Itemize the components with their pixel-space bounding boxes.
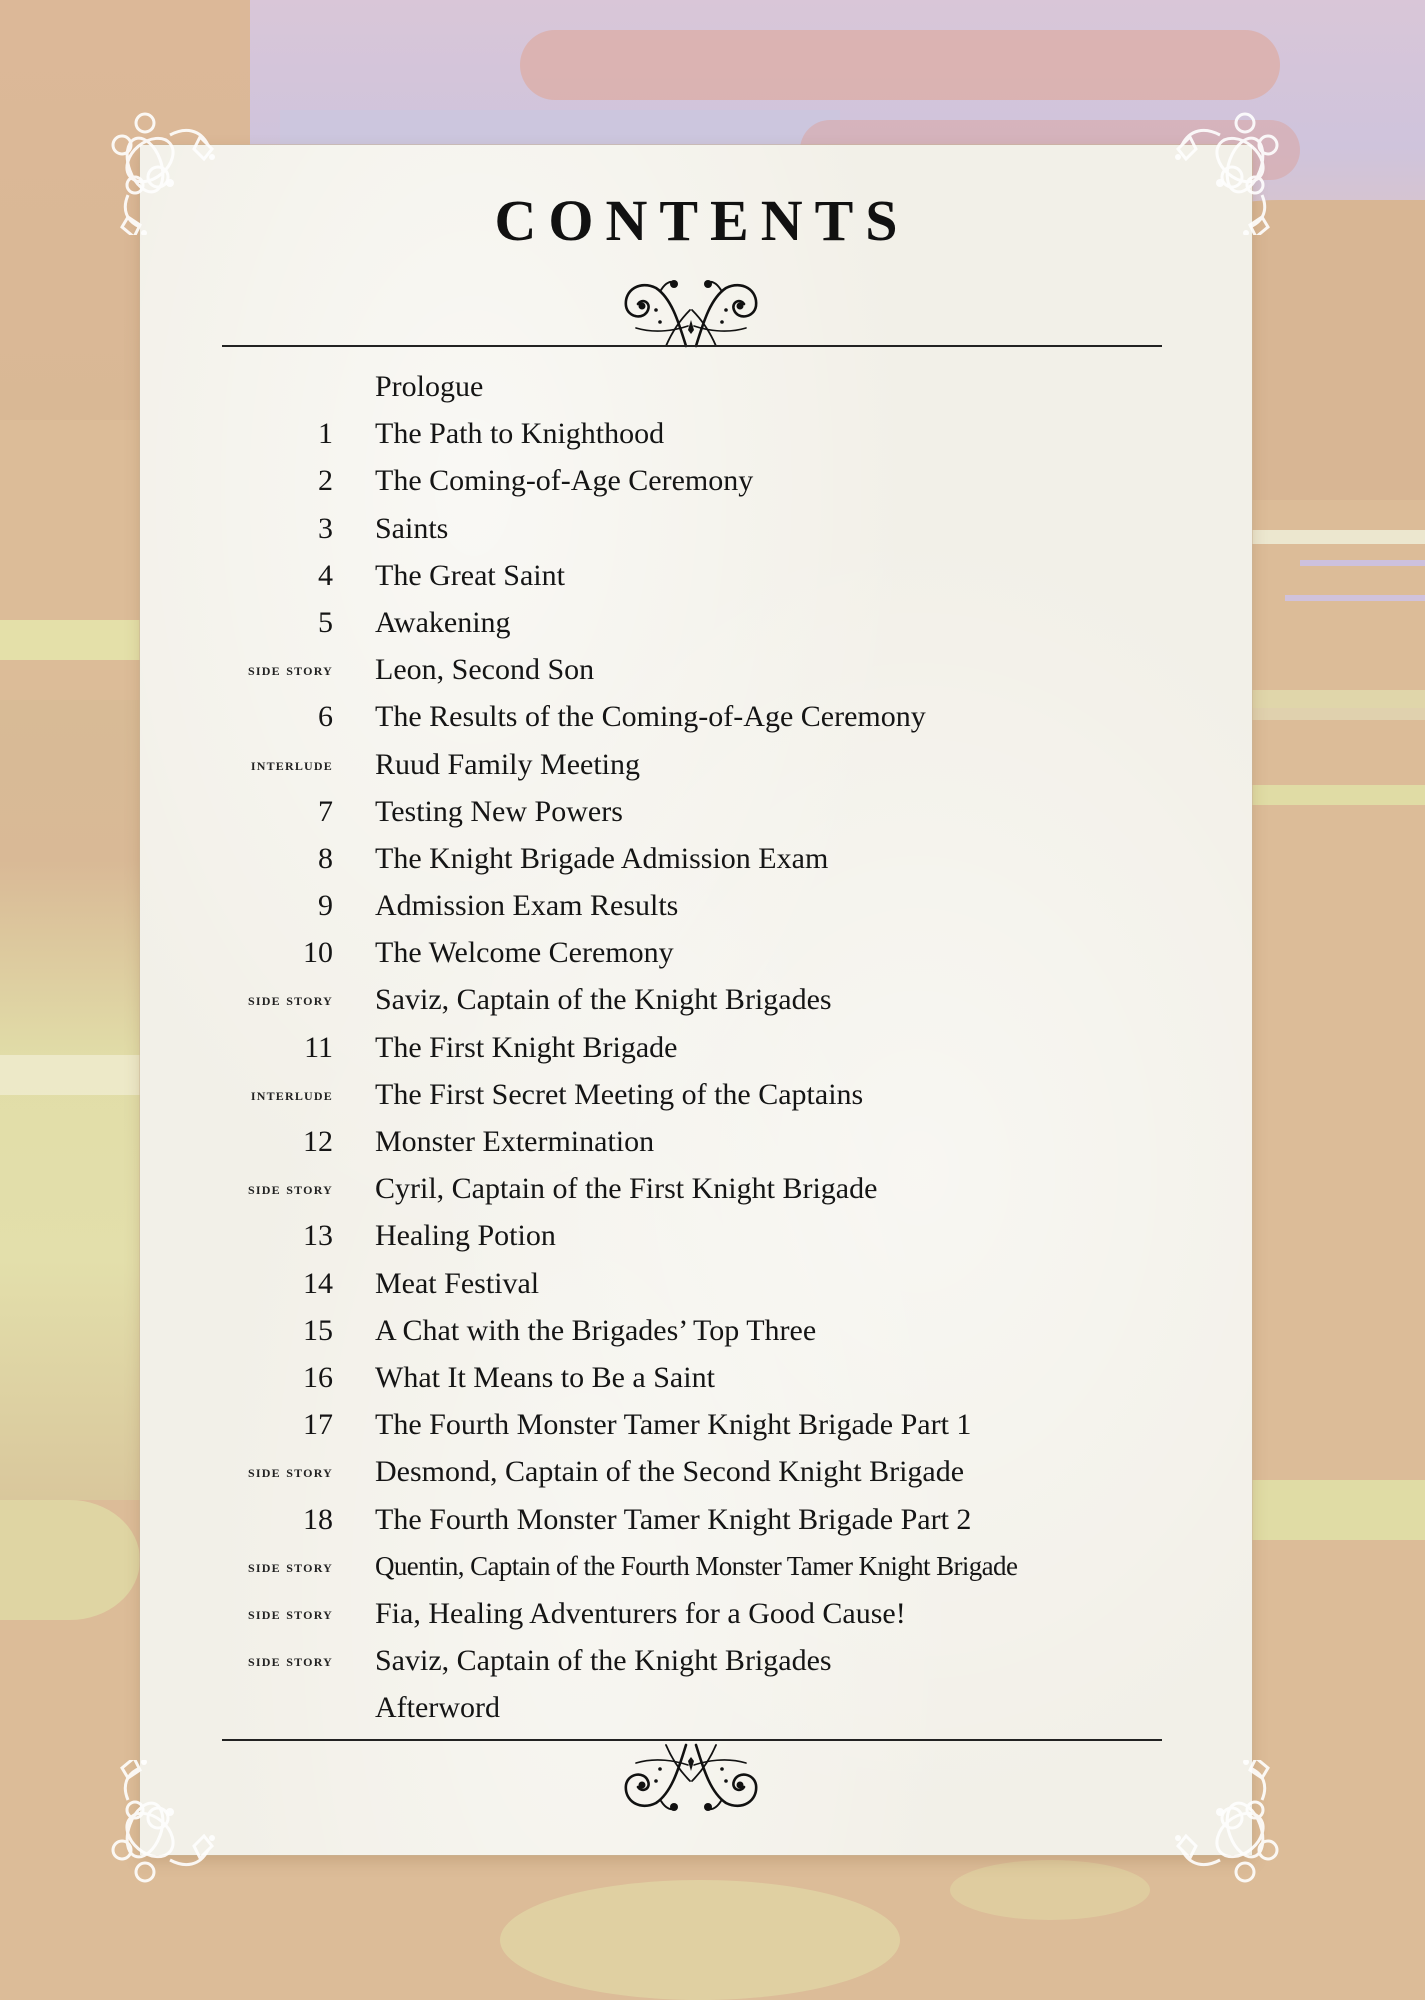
- entry-title[interactable]: Testing New Powers: [375, 794, 623, 828]
- interlude-label: interlude: [250, 1084, 333, 1104]
- toc-row[interactable]: [140, 1024, 1252, 1071]
- entry-title[interactable]: Prologue: [375, 370, 484, 403]
- toc-row[interactable]: [140, 1212, 1252, 1259]
- chapter-number: 7: [318, 794, 333, 828]
- entry-title[interactable]: Leon, Second Son: [375, 653, 595, 687]
- entry-title[interactable]: Admission Exam Results: [375, 889, 679, 923]
- side-story-label: side story: [248, 1603, 333, 1623]
- side-story-label: side story: [248, 1179, 333, 1199]
- chapter-number: 17: [303, 1408, 333, 1442]
- chapter-number: 2: [318, 464, 333, 498]
- flourish-ornament-icon: [616, 270, 766, 350]
- filigree-corner-ornament-icon: [100, 1760, 230, 1890]
- entry-title[interactable]: Desmond, Captain of the Second Knight Brigade: [375, 1455, 965, 1489]
- toc-row[interactable]: [140, 882, 1252, 929]
- entry-title[interactable]: The First Secret Meeting of the Captains: [375, 1077, 864, 1111]
- toc-row[interactable]: [140, 1684, 1252, 1731]
- entry-title[interactable]: The Path to Knighthood: [375, 417, 665, 451]
- toc-row[interactable]: [140, 1496, 1252, 1543]
- toc-row[interactable]: [140, 693, 1252, 740]
- toc-row[interactable]: [140, 741, 1252, 788]
- toc-row[interactable]: [140, 505, 1252, 552]
- interlude-label: interlude: [250, 754, 333, 774]
- chapter-number: 9: [318, 889, 333, 923]
- entry-title[interactable]: The First Knight Brigade: [375, 1030, 678, 1064]
- toc-row[interactable]: [140, 552, 1252, 599]
- entry-title[interactable]: Healing Potion: [375, 1219, 556, 1253]
- toc-row[interactable]: [140, 1543, 1252, 1590]
- toc-row[interactable]: [140, 1448, 1252, 1495]
- top-divider: [222, 345, 1162, 347]
- toc-list: [140, 363, 1252, 1731]
- entry-title[interactable]: What It Means to Be a Saint: [375, 1360, 715, 1394]
- toc-row[interactable]: [140, 599, 1252, 646]
- entry-title[interactable]: A Chat with the Brigades’ Top Three: [375, 1313, 817, 1347]
- chapter-number: 5: [318, 605, 333, 639]
- chapter-number: 14: [303, 1266, 333, 1300]
- entry-title[interactable]: Ruud Family Meeting: [375, 747, 640, 781]
- entry-title[interactable]: The Welcome Ceremony: [375, 936, 674, 970]
- side-story-label: side story: [248, 660, 333, 680]
- entry-title[interactable]: The Great Saint: [375, 558, 565, 592]
- toc-row[interactable]: [140, 1590, 1252, 1637]
- side-story-label: side story: [248, 1651, 333, 1671]
- toc-row[interactable]: [140, 788, 1252, 835]
- entry-title[interactable]: The Fourth Monster Tamer Knight Brigade Part 1: [375, 1408, 972, 1442]
- toc-row[interactable]: [140, 1165, 1252, 1212]
- chapter-number: 10: [303, 936, 333, 970]
- toc-row[interactable]: [140, 1071, 1252, 1118]
- entry-title[interactable]: Cyril, Captain of the First Knight Brigade: [375, 1172, 878, 1206]
- chapter-number: 13: [303, 1219, 333, 1253]
- toc-row[interactable]: [140, 1401, 1252, 1448]
- side-story-label: side story: [248, 1556, 333, 1576]
- entry-title[interactable]: The Results of the Coming-of-Age Ceremony: [375, 700, 926, 734]
- entry-title[interactable]: Quentin, Captain of the Fourth Monster Tamer Knight Brigade: [375, 1550, 1018, 1581]
- chapter-number: 8: [318, 841, 333, 875]
- entry-title[interactable]: Afterword: [375, 1691, 500, 1725]
- page-title: CONTENTS: [494, 188, 910, 253]
- contents-card: [140, 145, 1252, 1855]
- flourish-ornament-icon: [616, 1741, 766, 1821]
- toc-row[interactable]: [140, 1307, 1252, 1354]
- chapter-number: 15: [303, 1313, 333, 1347]
- chapter-number: 18: [303, 1502, 333, 1536]
- chapter-number: 12: [303, 1125, 333, 1158]
- toc-row[interactable]: [140, 976, 1252, 1023]
- chapter-number: 16: [303, 1360, 333, 1394]
- entry-title[interactable]: Saviz, Captain of the Knight Brigades: [375, 1644, 832, 1678]
- side-story-label: side story: [248, 1462, 333, 1482]
- filigree-corner-ornament-icon: [1160, 1760, 1290, 1890]
- toc-row[interactable]: [140, 929, 1252, 976]
- toc-row[interactable]: [140, 646, 1252, 693]
- entry-title[interactable]: Awakening: [375, 605, 511, 639]
- toc-row[interactable]: [140, 410, 1252, 457]
- filigree-corner-ornament-icon: [100, 105, 230, 235]
- chapter-number: 6: [318, 700, 333, 734]
- toc-row[interactable]: [140, 363, 1252, 410]
- entry-title[interactable]: Saviz, Captain of the Knight Brigades: [375, 983, 832, 1017]
- entry-title[interactable]: Saints: [375, 511, 449, 545]
- chapter-number: 3: [318, 511, 333, 545]
- entry-title[interactable]: The Knight Brigade Admission Exam: [375, 841, 829, 875]
- toc-row[interactable]: [140, 1354, 1252, 1401]
- entry-title[interactable]: The Fourth Monster Tamer Knight Brigade Part 2: [375, 1502, 972, 1536]
- chapter-number: 1: [318, 417, 333, 451]
- chapter-number: 11: [304, 1030, 333, 1064]
- toc-row[interactable]: [140, 1118, 1252, 1165]
- toc-row[interactable]: [140, 1260, 1252, 1307]
- side-story-label: side story: [248, 990, 333, 1010]
- toc-row[interactable]: [140, 835, 1252, 882]
- entry-title[interactable]: Fia, Healing Adventurers for a Good Cause!: [375, 1596, 906, 1630]
- entry-title[interactable]: The Coming-of-Age Ceremony: [375, 464, 754, 498]
- toc-row[interactable]: [140, 457, 1252, 504]
- entry-title[interactable]: Monster Extermination: [375, 1125, 655, 1158]
- toc-row[interactable]: [140, 1637, 1252, 1684]
- entry-title[interactable]: Meat Festival: [375, 1266, 540, 1300]
- chapter-number: 4: [318, 558, 333, 592]
- filigree-corner-ornament-icon: [1160, 105, 1290, 235]
